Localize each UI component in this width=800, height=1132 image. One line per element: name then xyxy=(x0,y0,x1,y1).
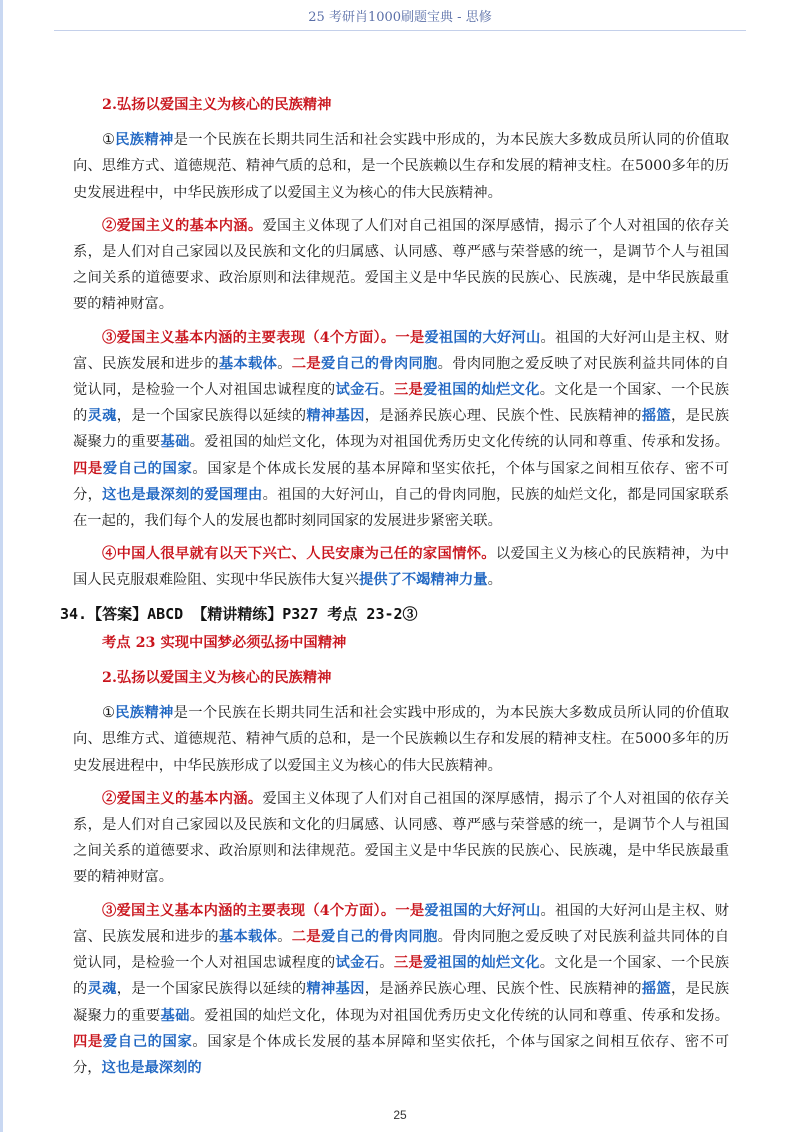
highlight-blue-text: 精神基因 xyxy=(306,408,365,425)
highlight-blue-text: 爱自己的骨肉同胞 xyxy=(320,355,438,372)
paragraph xyxy=(73,898,729,1081)
paragraph xyxy=(73,541,729,593)
highlight-blue-text: 试金石 xyxy=(335,955,380,972)
body-text: ，是民族凝聚力的重要 xyxy=(73,408,730,451)
section-heading: 2.弘扬以爱国主义为核心的民族精神 xyxy=(102,97,332,113)
body-text: 。 xyxy=(487,572,502,589)
answer-line: 34.【答案】ABCD 【精讲精练】P327 考点 23-2③ xyxy=(60,604,418,623)
body-text: 。骨肉同胞之爱反映了对民族利益共同体的自觉认同，是检验一个人对祖国忠诚程度的 xyxy=(73,928,730,972)
highlight-red-text: ③爱国主义基本内涵的主要表现（4个方面）。一是 xyxy=(102,329,425,346)
highlight-blue-text: 提供了不竭精神力量 xyxy=(358,572,488,589)
body-text: 。 xyxy=(277,928,292,945)
highlight-red-text: ④中国人很早就有以天下兴亡、人民安康为己任的家国情怀。 xyxy=(102,546,496,563)
highlight-blue-text: 爱祖国的灿烂文化 xyxy=(423,955,540,972)
body-text: ，是民族凝聚力的重要 xyxy=(73,981,730,1024)
paragraph xyxy=(73,213,729,318)
body-text: 。祖国的大好河山，自己的骨肉同胞，民族的灿烂文化，都是同国家联系在一起的，我们每个人的发展也都时刻同国家的发展进步紧密关联。 xyxy=(73,486,730,530)
body-text: 。 xyxy=(379,382,394,399)
page-left-border xyxy=(0,0,3,1132)
body-text: ，是一个国家民族得以延续的 xyxy=(116,408,307,425)
body-text: 。 xyxy=(379,955,394,972)
body-text: ，是一个国家民族得以延续的 xyxy=(116,981,307,998)
highlight-blue-text: 试金石 xyxy=(335,382,380,399)
body-text: 。文化是一个国家、一个民族的 xyxy=(73,955,730,998)
header-divider xyxy=(54,30,746,31)
highlight-blue-text: 摇篮 xyxy=(641,981,671,998)
body-text: 是一个民族在长期共同生活和社会实践中形成的，为本民族大多数成员所认同的价值取向、思维方式、道德规范、精神气质的总和，是一个民族赖以生存和发展的精神支柱。在5000多年的历史发展进程中，中华民族形成了以爱国主义为核心的伟大民族精神。 xyxy=(73,705,730,774)
body-text: 。爱祖国的灿烂文化，体现为对祖国优秀历史文化传统的认同和尊重、传承和发扬。 xyxy=(189,434,730,451)
body-text: 。 xyxy=(277,355,292,372)
body-text: ① xyxy=(102,132,116,149)
body-text: 以爱国主义为核心的民族精神，为中国人民克服艰难险阻、实现中华民族伟大复兴 xyxy=(73,546,730,589)
highlight-blue-text: 爱祖国的灿烂文化 xyxy=(423,382,540,399)
body-text: ① xyxy=(102,705,116,722)
highlight-red-text: 三是 xyxy=(393,955,424,972)
body-text: 。祖国的大好河山是主权、财富、民族发展和进步的 xyxy=(73,902,730,945)
highlight-blue-text: 灵魂 xyxy=(87,981,117,998)
highlight-blue-text: 爱祖国的大好河山 xyxy=(424,902,541,919)
highlight-red-text: ②爱国主义的基本内涵。 xyxy=(102,790,263,807)
highlight-red-text: 三是 xyxy=(393,382,424,399)
highlight-red-text: 四是 xyxy=(73,460,103,477)
highlight-red-text: 二是 xyxy=(291,928,321,945)
body-text: 是一个民族在长期共同生活和社会实践中形成的，为本民族大多数成员所认同的价值取向、思维方式、道德规范、精神气质的总和，是一个民族赖以生存和发展的精神支柱。在5000多年的历史发展进程中，中华民族形成了以爱国主义为核心的伟大民族精神。 xyxy=(73,132,730,201)
highlight-blue-text: 民族精神 xyxy=(115,705,174,722)
highlight-red-text: 二是 xyxy=(291,355,321,372)
body-text: 。骨肉同胞之爱反映了对民族利益共同体的自觉认同，是检验一个人对祖国忠诚程度的 xyxy=(73,355,730,399)
body-text: 爱国主义体现了人们对自己祖国的深厚感情，揭示了个人对祖国的依存关系，是人们对自己家园以及民族和文化的归属感、认同感、尊严感与荣誉感的统一，是调节个人与祖国之间关系的道德要求、政治原则和法律规范。爱国主义是中华民族的民族心、民族魂，是中华民族最重要的精神财富。 xyxy=(73,790,729,886)
highlight-blue-text: 精神基因 xyxy=(306,981,365,998)
highlight-blue-text: 这也是最深刻的 xyxy=(101,1059,202,1076)
highlight-blue-text: 摇篮 xyxy=(641,408,671,425)
section-heading: 2.弘扬以爱国主义为核心的民族精神 xyxy=(102,670,332,687)
paragraph xyxy=(73,325,729,535)
page-number: 25 xyxy=(393,1108,407,1122)
highlight-blue-text: 爱自己的国家 xyxy=(102,1033,193,1050)
body-text: 。祖国的大好河山是主权、财富、民族发展和进步的 xyxy=(73,329,730,372)
body-text: 。国家是个体成长发展的基本屏障和坚实依托，个体与国家之间相互依存、密不可分， xyxy=(73,1033,730,1076)
body-text: 。爱祖国的灿烂文化，体现为对祖国优秀历史文化传统的认同和尊重、传承和发扬。 xyxy=(189,1007,730,1024)
paragraph xyxy=(73,700,729,779)
highlight-blue-text: 这也是最深刻的爱国理由 xyxy=(102,486,263,503)
body-text: 爱国主义体现了人们对自己祖国的深厚感情，揭示了个人对祖国的依存关系，是人们对自己家园以及民族和文化的归属感、认同感、尊严感与荣誉感的统一，是调节个人与祖国之间关系的道德要求、政治原则和法律规范。爱国主义是中华民族的民族心、民族魂，是中华民族最重要的精神财富。 xyxy=(73,217,729,313)
highlight-blue-text: 基本载体 xyxy=(218,928,278,945)
highlight-red-text: 四是 xyxy=(73,1033,103,1050)
highlight-blue-text: 灵魂 xyxy=(87,408,117,425)
body-text: ，是涵养民族心理、民族个性、民族精神的 xyxy=(364,408,642,425)
highlight-red-text: ③爱国主义基本内涵的主要表现（4个方面）。一是 xyxy=(102,902,425,919)
body-text: 。国家是个体成长发展的基本屏障和坚实依托，个体与国家之间相互依存、密不可分， xyxy=(73,460,730,503)
highlight-blue-text: 基础 xyxy=(160,1007,190,1024)
highlight-red-text: ②爱国主义的基本内涵。 xyxy=(102,217,263,234)
page-header: 25 考研肖1000刷题宝典 - 思修 xyxy=(308,10,492,25)
paragraph xyxy=(73,786,729,891)
highlight-blue-text: 民族精神 xyxy=(115,132,174,149)
body-text: 。文化是一个国家、一个民族的 xyxy=(73,382,730,425)
paragraph xyxy=(73,127,729,206)
highlight-blue-text: 基本载体 xyxy=(218,355,278,372)
body-text: ，是涵养民族心理、民族个性、民族精神的 xyxy=(364,981,642,998)
highlight-blue-text: 爱自己的骨肉同胞 xyxy=(320,928,438,945)
highlight-blue-text: 爱自己的国家 xyxy=(102,460,193,477)
document-body xyxy=(60,92,730,1081)
section-heading: 考点 23 实现中国梦必须弘扬中国精神 xyxy=(102,634,347,651)
highlight-blue-text: 基础 xyxy=(160,434,190,451)
highlight-blue-text: 爱祖国的大好河山 xyxy=(424,329,541,346)
